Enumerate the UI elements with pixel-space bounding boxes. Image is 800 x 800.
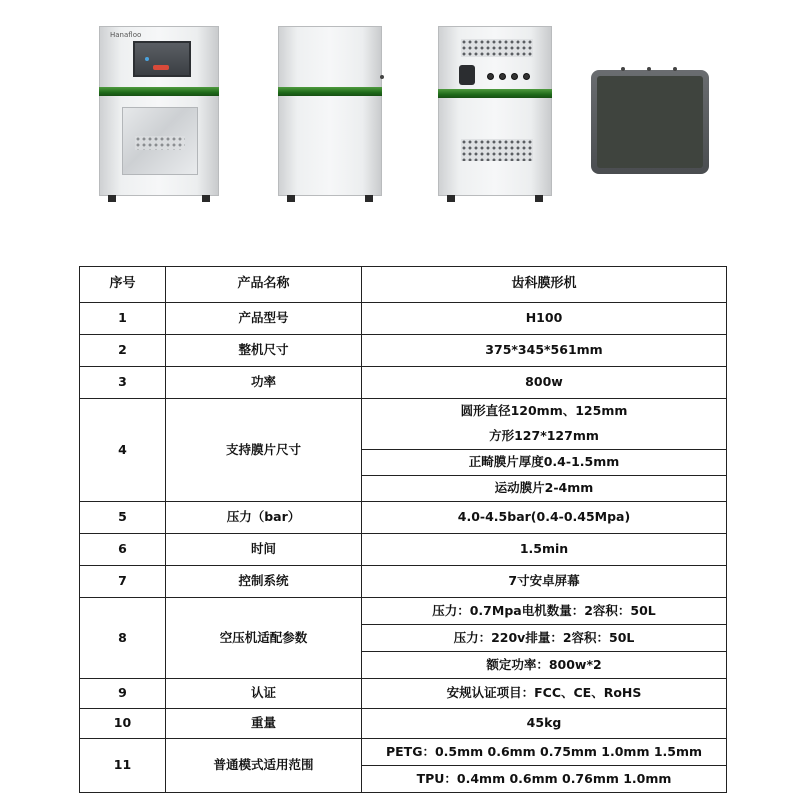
heater-grid xyxy=(135,136,185,150)
row-no: 4 xyxy=(80,399,166,502)
port-panel xyxy=(459,65,475,85)
green-band xyxy=(278,87,382,96)
spec-table xyxy=(79,266,727,793)
table-row xyxy=(80,303,727,335)
foot xyxy=(535,195,543,202)
row-no: 2 xyxy=(80,335,166,367)
forming-window xyxy=(122,107,198,175)
foot xyxy=(202,195,210,202)
row-name: 支持膜片尺寸 xyxy=(166,399,362,502)
foot xyxy=(365,195,373,202)
front-view xyxy=(99,26,219,196)
row-name: 压力（bar） xyxy=(166,502,362,534)
back-view xyxy=(438,26,552,196)
row-no: 6 xyxy=(80,534,166,566)
header-name: 产品名称 xyxy=(166,267,362,303)
table-row xyxy=(80,679,727,709)
row-value: 4.0-4.5bar(0.4-0.45Mpa) xyxy=(362,502,727,534)
side-knob xyxy=(380,75,384,79)
table-row xyxy=(80,367,727,399)
table-row xyxy=(80,739,727,766)
table-row xyxy=(80,566,727,598)
table-row xyxy=(80,399,727,425)
port xyxy=(499,73,506,80)
vent-grille-bottom xyxy=(461,139,533,161)
header-no: 序号 xyxy=(80,267,166,303)
row-value: 375*345*561mm xyxy=(362,335,727,367)
row-name: 空压机适配参数 xyxy=(166,598,362,679)
header-value: 齿科膜形机 xyxy=(362,267,727,303)
row-name: 功率 xyxy=(166,367,362,399)
tray-knob xyxy=(673,67,677,71)
row-name: 时间 xyxy=(166,534,362,566)
tray-knob xyxy=(621,67,625,71)
vent-grille-top xyxy=(461,39,533,57)
row-no: 3 xyxy=(80,367,166,399)
foot xyxy=(447,195,455,202)
row-value: TPU：0.4mm 0.6mm 0.76mm 1.0mm xyxy=(362,766,727,793)
row-name: 产品型号 xyxy=(166,303,362,335)
row-no: 5 xyxy=(80,502,166,534)
row-value: 方形127*127mm xyxy=(362,424,727,450)
row-no: 10 xyxy=(80,709,166,739)
table-row xyxy=(80,709,727,739)
row-value: 800w xyxy=(362,367,727,399)
product-views xyxy=(0,0,800,215)
row-no: 8 xyxy=(80,598,166,679)
row-no: 1 xyxy=(80,303,166,335)
table-row xyxy=(80,534,727,566)
table-header-row xyxy=(80,267,727,303)
row-value: H100 xyxy=(362,303,727,335)
row-name: 普通模式适用范围 xyxy=(166,739,362,793)
row-no: 9 xyxy=(80,679,166,709)
screen-indicator xyxy=(145,57,149,61)
row-value: 圆形直径120mm、125mm xyxy=(362,399,727,425)
row-name: 控制系统 xyxy=(166,566,362,598)
port xyxy=(487,73,494,80)
green-band xyxy=(99,87,219,96)
row-value: 安规认证项目：FCC、CE、RoHS xyxy=(362,679,727,709)
row-value: PETG：0.5mm 0.6mm 0.75mm 1.0mm 1.5mm xyxy=(362,739,727,766)
table-row xyxy=(80,502,727,534)
port xyxy=(523,73,530,80)
port xyxy=(511,73,518,80)
row-value: 7寸安卓屏幕 xyxy=(362,566,727,598)
tray-knob xyxy=(647,67,651,71)
row-value: 压力：220v排量：2容积：50L xyxy=(362,625,727,652)
side-view xyxy=(278,26,382,196)
control-screen xyxy=(133,41,191,77)
row-value: 1.5min xyxy=(362,534,727,566)
foot xyxy=(287,195,295,202)
row-value: 正畸膜片厚度0.4-1.5mm xyxy=(362,450,727,476)
foot xyxy=(108,195,116,202)
row-name: 重量 xyxy=(166,709,362,739)
table-row xyxy=(80,335,727,367)
table-row xyxy=(80,598,727,625)
tray-plate xyxy=(597,76,703,168)
green-band xyxy=(438,89,552,98)
tray-top-view xyxy=(591,70,709,174)
row-name: 认证 xyxy=(166,679,362,709)
row-no: 11 xyxy=(80,739,166,793)
row-value: 45kg xyxy=(362,709,727,739)
screen-button xyxy=(153,65,169,70)
row-no: 7 xyxy=(80,566,166,598)
row-name: 整机尺寸 xyxy=(166,335,362,367)
brand-logo: Hanafloo xyxy=(110,31,142,39)
row-value: 运动膜片2-4mm xyxy=(362,476,727,502)
row-value: 压力：0.7Mpa电机数量：2容积：50L xyxy=(362,598,727,625)
row-value: 额定功率：800w*2 xyxy=(362,652,727,679)
